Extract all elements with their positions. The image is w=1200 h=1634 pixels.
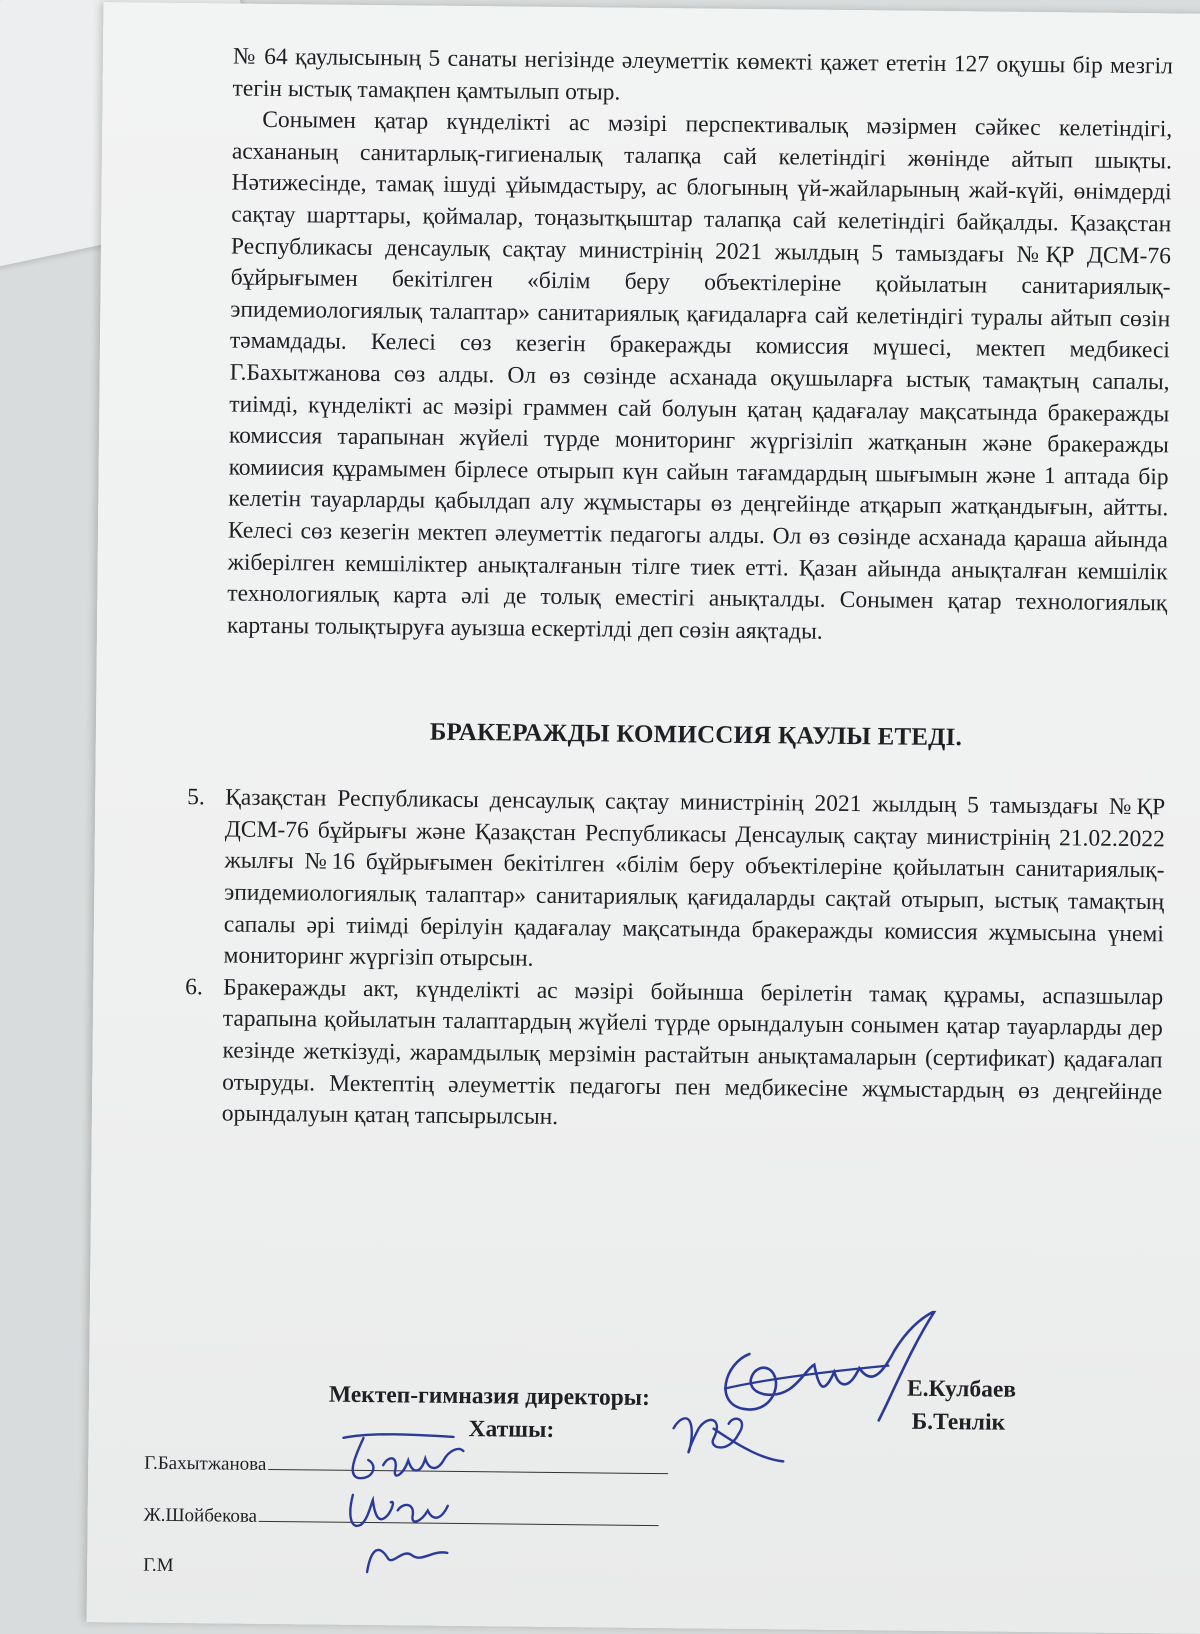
member-line	[143, 1555, 174, 1577]
paragraph-report: Сонымен қатар күнделікті ас мәзірі перспективалық мәзірмен сәйкес келетіндігі, асхананың санитарлық-гигиеналық талапқа сай келетіндігі жөнінде айтып шықты. Нәтижесінде, тамақ ішуді ұйымдастыру, ас блогының үй-жайларының жай-күйі, өнімдерді сақтау шарттары, қоймалар, тоңазытқыштар талапқа сай келетіндігі байқалды. Қазақстан Республикасы денсаулық сақтау министрінің 2021 жылдың 5 тамыздағы №ҚР ДСМ-76 бұйрығымен бекітілген «білім беру объектілеріне қойылатын санитариялық-эпидемиологиялық талаптар» санитариялық қағидаларға сай келетіндігі туралы айтып сөзін тәмамдады. Келесі сөз кезегін бракеражды комиссия мүшесі, мектеп медбикесі Г.Бахытжанова сөз алды. Ол өз сөзінде асханада оқушыларға ыстық тамақтың сапалы, тиімді, күнделікті ас мәзірі граммен сай болуын қатаң қадағалау мақсатында бракеражды комиссия тарапынан жүйелі түрде мониторинг жүргізіліп жатқанын және бракеражды комиисия құрамымен бірлесе отырып күн сайын тағамдардың шығымын және 1 аптада бір келетін тауарларды қабылдап алу жұмыстары өз деңгейінде атқарып жатқандығын, айтты. Келесі сөз кезегін мектеп әлеуметтік педагогы алды. Ол өз сөзінде асханада қараша айында жіберілген кемшіліктер анықталғанын тілге тиек етті. Қазан айында анықталған кемшілік технологиялық карта әлі де толық еместігі анықталды. Сонымен қатар технологиялық картаны толықтыруға ауызша ескертілді деп сөзін аяқтады.	[226, 107, 1173, 645]
member-name: Г.М	[143, 1554, 174, 1576]
member-name: Ж.Шойбекова	[143, 1504, 258, 1527]
document-page	[87, 2, 1200, 1634]
member-signature-icon	[332, 1480, 483, 1542]
director-signature-icon	[653, 1308, 945, 1481]
member-signature-icon	[352, 1537, 472, 1578]
secretary-name: Б.Тенлік	[911, 1408, 1006, 1436]
decision-text: Қазақстан Республикасы денсаулық сақтау министрінің 2021 жылдың 5 тамыздағы №ҚР ДСМ-76 бұйрығы және Қазақстан Республикасы Денсаулық сақтау министрінің 21.02.2022 жылғы №16 бұйрығымен бекітілген «білім беру объектілеріне қойылатын санитариялық-эпидемиологиялық талаптар» санитариялық қағидаларды сақтай отырып, ыстық тамақтың сапалы әрі тиімді берілуін қадағалау мақсатында бракеражды комиссия жұмысына үнемі мониторинг жүргізіп отырсын.	[223, 784, 1166, 972]
decision-item	[185, 972, 1164, 1140]
decision-number: 6.	[185, 973, 203, 1001]
decision-number: 5.	[187, 784, 205, 811]
document-content	[185, 42, 1174, 1141]
secretary-title: Хатшы:	[468, 1416, 555, 1443]
decision-list	[185, 783, 1166, 1140]
director-name: Е.Кулбаев	[906, 1375, 1017, 1403]
member-name: Г.Бахытжанова	[144, 1452, 267, 1475]
paragraph-continuation: № 64 қаулысының 5 санаты негізінде әлеуметтік көмекті қажет ететін 127 оқушы бір мезгіл тегін ыстық тамақпен қамтылып отыр.	[232, 43, 1174, 106]
decision-item	[187, 783, 1166, 982]
resolution-heading: БРАКЕРАЖДЫ КОМИССИЯ ҚАУЛЫ ЕТЕДІ.	[429, 718, 963, 752]
decision-text: Бракеражды акт, күнделікті ас мәзірі бойынша берілетін тамақ құрамы, аспазшылар тарапына қойылатын талаптардың жүйелі түрде орындалуын сонымен қатар тауарларды дер кезінде жеткізуді, жарамдылық мерзімін растайтын анықтамаларын (сертификат) қадағалап отыруды. Мектептің әлеуметтік педагогы пен медбикесіне жұмыстардың өз деңгейінде орындалуын қатаң тапсырылсын.	[221, 974, 1164, 1131]
director-title: Мектеп-гимназия директоры:	[328, 1381, 651, 1411]
